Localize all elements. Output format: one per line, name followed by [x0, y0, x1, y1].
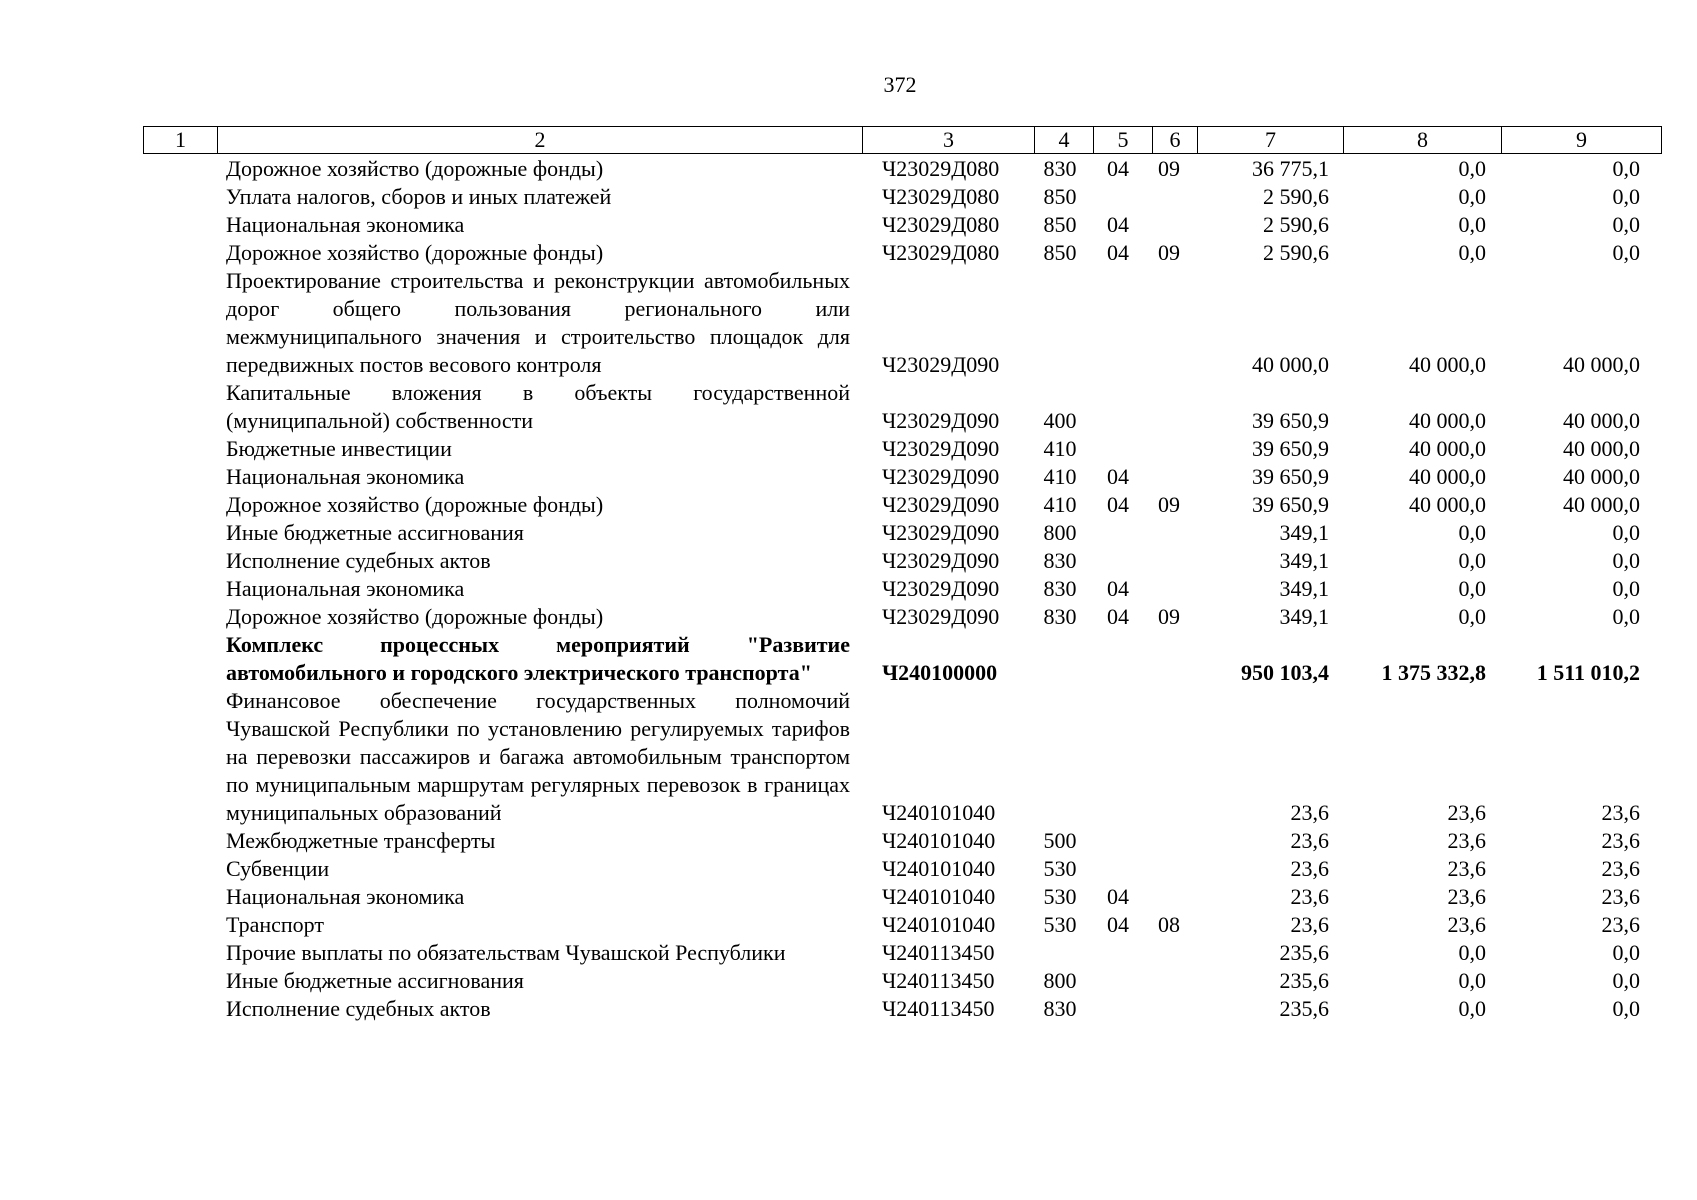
amount-col8-cell: 0,0 [1458, 604, 1486, 629]
amount-col8-cell: 0,0 [1458, 996, 1486, 1021]
item-name-cell: Прочие выплаты по обязательствам Чувашской Республики [226, 940, 786, 965]
amount-col8-cell: 0,0 [1458, 548, 1486, 573]
subsection-cell [1147, 883, 1191, 911]
amount-col9-cell: 0,0 [1612, 548, 1640, 573]
table-row [143, 547, 1652, 575]
amount-col8-cell: 23,6 [1447, 800, 1486, 825]
subsection-cell: 09 [1158, 604, 1180, 629]
expense-type-cell: 410 [1043, 464, 1077, 489]
amount-col7-cell: 2 590,6 [1263, 184, 1329, 209]
section-cell [1089, 939, 1147, 967]
amount-col7-cell: 349,1 [1279, 520, 1329, 545]
target-article-code-cell: Ч240113450 [882, 940, 995, 965]
table-row [143, 603, 1652, 631]
subsection-cell [1147, 827, 1191, 855]
row-number-cell [143, 603, 216, 631]
expense-type-cell: 850 [1043, 184, 1077, 209]
amount-col8-cell: 0,0 [1458, 968, 1486, 993]
row-number-cell [143, 883, 216, 911]
amount-col7-cell: 23,6 [1290, 884, 1329, 909]
amount-col8-cell: 23,6 [1447, 856, 1486, 881]
amount-col9-cell: 40 000,0 [1563, 408, 1640, 433]
row-number-cell [143, 435, 216, 463]
target-article-code-cell: Ч240101040 [882, 912, 996, 937]
amount-col7-cell: 23,6 [1290, 828, 1329, 853]
table-row [143, 239, 1652, 267]
amount-col8-cell: 23,6 [1447, 912, 1486, 937]
amount-col8-cell: 40 000,0 [1409, 352, 1486, 377]
table-row [143, 463, 1652, 491]
section-cell: 04 [1107, 576, 1129, 601]
amount-col7-cell: 349,1 [1279, 604, 1329, 629]
amount-col8-cell: 40 000,0 [1409, 436, 1486, 461]
section-cell: 04 [1107, 492, 1129, 517]
item-name-cell: Межбюджетные трансферты [226, 828, 496, 853]
item-name-cell: Бюджетные инвестиции [226, 436, 452, 461]
subsection-cell [1147, 463, 1191, 491]
column-header: 5 [1094, 127, 1153, 154]
row-number-cell [143, 575, 216, 603]
row-number-cell [143, 491, 216, 519]
amount-col9-cell: 0,0 [1612, 212, 1640, 237]
target-article-code-cell: Ч23029Д090 [882, 464, 1000, 489]
item-name-cell: Финансовое обеспечение государственных полномочий Чувашской Республики по установлению регулируемых тарифов на перевозки пассажиров и багажа автомобильным транспортом по муниципальным маршрутам регулярных перевозок в границах муниципальных образований [226, 688, 850, 825]
subsection-cell [1147, 379, 1191, 435]
amount-col7-cell: 39 650,9 [1252, 464, 1329, 489]
table-row [143, 911, 1652, 939]
amount-col8-cell: 0,0 [1458, 240, 1486, 265]
expense-type-cell [1031, 939, 1089, 967]
amount-col9-cell: 0,0 [1612, 520, 1640, 545]
item-name-cell: Субвенции [226, 856, 330, 881]
amount-col9-cell: 0,0 [1612, 576, 1640, 601]
column-header: 7 [1198, 127, 1344, 154]
subsection-cell [1147, 939, 1191, 967]
subsection-cell: 09 [1158, 156, 1180, 181]
amount-col8-cell: 0,0 [1458, 156, 1486, 181]
amount-col9-cell: 23,6 [1601, 912, 1640, 937]
item-name-cell: Капитальные вложения в объекты государственной (муниципальной) собственности [226, 380, 850, 433]
expense-type-cell: 400 [1043, 408, 1077, 433]
item-name-cell: Исполнение судебных актов [226, 548, 491, 573]
table-row [143, 211, 1652, 239]
target-article-code-cell: Ч23029Д090 [882, 604, 1000, 629]
section-cell [1089, 967, 1147, 995]
amount-col8-cell: 0,0 [1458, 184, 1486, 209]
subsection-cell: 09 [1158, 492, 1180, 517]
amount-col9-cell: 0,0 [1612, 996, 1640, 1021]
row-number-cell [143, 463, 216, 491]
expense-type-cell: 830 [1043, 156, 1077, 181]
amount-col7-cell: 2 590,6 [1263, 240, 1329, 265]
expense-type-cell [1031, 631, 1089, 687]
expense-type-cell: 530 [1043, 884, 1077, 909]
item-name-cell: Дорожное хозяйство (дорожные фонды) [226, 604, 604, 629]
item-name-cell: Транспорт [226, 912, 325, 937]
target-article-code-cell: Ч240101040 [882, 884, 996, 909]
amount-col9-cell: 40 000,0 [1563, 492, 1640, 517]
amount-col8-cell: 1 375 332,8 [1381, 660, 1486, 685]
section-cell: 04 [1107, 912, 1129, 937]
section-cell [1089, 379, 1147, 435]
expense-type-cell: 850 [1043, 212, 1077, 237]
table-row [143, 827, 1652, 855]
row-number-cell [143, 547, 216, 575]
row-number-cell [143, 211, 216, 239]
row-number-cell [143, 967, 216, 995]
target-article-code-cell: Ч240101040 [882, 800, 996, 825]
row-number-cell [143, 687, 216, 827]
target-article-code-cell: Ч240113450 [882, 968, 995, 993]
table-row [143, 687, 1652, 827]
subsection-cell: 09 [1158, 240, 1180, 265]
target-article-code-cell: Ч23029Д090 [882, 408, 1000, 433]
table-row [143, 435, 1652, 463]
table-row [143, 379, 1652, 435]
subsection-cell [1147, 631, 1191, 687]
section-cell: 04 [1107, 464, 1129, 489]
amount-col7-cell: 235,6 [1279, 940, 1329, 965]
row-number-cell [143, 995, 216, 1023]
amount-col9-cell: 0,0 [1612, 940, 1640, 965]
row-number-cell [143, 239, 216, 267]
item-name-cell: Дорожное хозяйство (дорожные фонды) [226, 492, 604, 517]
row-number-cell [143, 183, 216, 211]
amount-col7-cell: 39 650,9 [1252, 408, 1329, 433]
section-cell [1089, 855, 1147, 883]
subsection-cell [1147, 547, 1191, 575]
section-cell: 04 [1107, 240, 1129, 265]
table-row [143, 995, 1652, 1023]
amount-col7-cell: 36 775,1 [1252, 156, 1329, 181]
amount-col7-cell: 39 650,9 [1252, 436, 1329, 461]
table-row [143, 631, 1652, 687]
amount-col9-cell: 40 000,0 [1563, 464, 1640, 489]
table-row [143, 939, 1652, 967]
amount-col9-cell: 23,6 [1601, 828, 1640, 853]
column-header-row [144, 127, 1662, 154]
amount-col7-cell: 349,1 [1279, 576, 1329, 601]
target-article-code-cell: Ч23029Д080 [882, 240, 1000, 265]
amount-col9-cell: 1 511 010,2 [1536, 660, 1640, 685]
subsection-cell [1147, 211, 1191, 239]
budget-table-body [143, 155, 1652, 1023]
section-cell [1089, 267, 1147, 379]
section-cell [1089, 827, 1147, 855]
item-name-cell: Иные бюджетные ассигнования [226, 520, 524, 545]
item-name-cell: Проектирование строительства и реконструкции автомобильных дорог общего пользования регионального или межмуниципального значения и строительство площадок для передвижных постов весового контроля [226, 268, 850, 377]
expense-type-cell: 500 [1043, 828, 1077, 853]
section-cell [1089, 995, 1147, 1023]
amount-col9-cell: 0,0 [1612, 156, 1640, 181]
subsection-cell [1147, 967, 1191, 995]
expense-type-cell: 830 [1043, 604, 1077, 629]
section-cell [1089, 519, 1147, 547]
expense-type-cell [1031, 267, 1089, 379]
table-row [143, 883, 1652, 911]
expense-type-cell: 830 [1043, 996, 1077, 1021]
amount-col7-cell: 39 650,9 [1252, 492, 1329, 517]
item-name-cell: Комплекс процессных мероприятий "Развитие автомобильного и городского электрического транспорта" [226, 632, 850, 685]
target-article-code-cell: Ч240113450 [882, 996, 995, 1021]
row-number-cell [143, 827, 216, 855]
target-article-code-cell: Ч23029Д080 [882, 184, 1000, 209]
amount-col9-cell: 0,0 [1612, 240, 1640, 265]
amount-col8-cell: 23,6 [1447, 884, 1486, 909]
amount-col9-cell: 0,0 [1612, 968, 1640, 993]
section-cell [1089, 687, 1147, 827]
amount-col9-cell: 40 000,0 [1563, 352, 1640, 377]
amount-col7-cell: 349,1 [1279, 548, 1329, 573]
amount-col7-cell: 23,6 [1290, 856, 1329, 881]
amount-col8-cell: 23,6 [1447, 828, 1486, 853]
target-article-code-cell: Ч23029Д090 [882, 548, 1000, 573]
expense-type-cell: 850 [1043, 240, 1077, 265]
column-header: 2 [218, 127, 863, 154]
section-cell: 04 [1107, 212, 1129, 237]
section-cell [1089, 547, 1147, 575]
row-number-cell [143, 155, 216, 183]
budget-table [143, 155, 1652, 1023]
amount-col7-cell: 23,6 [1290, 912, 1329, 937]
target-article-code-cell: Ч240101040 [882, 856, 996, 881]
section-cell: 04 [1107, 884, 1129, 909]
amount-col8-cell: 40 000,0 [1409, 464, 1486, 489]
expense-type-cell: 530 [1043, 856, 1077, 881]
expense-type-cell: 800 [1043, 520, 1077, 545]
amount-col7-cell: 40 000,0 [1252, 352, 1329, 377]
amount-col8-cell: 0,0 [1458, 520, 1486, 545]
column-header: 9 [1502, 127, 1662, 154]
column-header-table [143, 126, 1662, 154]
table-row [143, 519, 1652, 547]
item-name-cell: Национальная экономика [226, 884, 465, 909]
amount-col7-cell: 235,6 [1279, 968, 1329, 993]
amount-col9-cell: 0,0 [1612, 184, 1640, 209]
target-article-code-cell: Ч23029Д090 [882, 352, 1000, 377]
amount-col9-cell: 23,6 [1601, 884, 1640, 909]
column-header: 4 [1035, 127, 1094, 154]
item-name-cell: Иные бюджетные ассигнования [226, 968, 524, 993]
subsection-cell [1147, 435, 1191, 463]
item-name-cell: Национальная экономика [226, 576, 465, 601]
table-row [143, 855, 1652, 883]
amount-col8-cell: 40 000,0 [1409, 408, 1486, 433]
amount-col9-cell: 0,0 [1612, 604, 1640, 629]
row-number-cell [143, 519, 216, 547]
table-row [143, 155, 1652, 183]
section-cell: 04 [1107, 604, 1129, 629]
amount-col9-cell: 40 000,0 [1563, 436, 1640, 461]
table-row [143, 267, 1652, 379]
subsection-cell [1147, 995, 1191, 1023]
amount-col7-cell: 950 103,4 [1241, 660, 1329, 685]
subsection-cell: 08 [1158, 912, 1180, 937]
target-article-code-cell: Ч23029Д090 [882, 576, 1000, 601]
expense-type-cell: 830 [1043, 576, 1077, 601]
amount-col9-cell: 23,6 [1601, 800, 1640, 825]
item-name-cell: Дорожное хозяйство (дорожные фонды) [226, 240, 604, 265]
table-row [143, 967, 1652, 995]
item-name-cell: Уплата налогов, сборов и иных платежей [226, 184, 612, 209]
item-name-cell: Дорожное хозяйство (дорожные фонды) [226, 156, 604, 181]
target-article-code-cell: Ч23029Д090 [882, 492, 1000, 517]
row-number-cell [143, 631, 216, 687]
page-number: 372 [883, 72, 917, 97]
row-number-cell [143, 379, 216, 435]
subsection-cell [1147, 575, 1191, 603]
target-article-code-cell: Ч23029Д090 [882, 520, 1000, 545]
target-article-code-cell: Ч23029Д080 [882, 212, 1000, 237]
column-header: 8 [1344, 127, 1502, 154]
amount-col7-cell: 2 590,6 [1263, 212, 1329, 237]
amount-col8-cell: 0,0 [1458, 940, 1486, 965]
amount-col9-cell: 23,6 [1601, 856, 1640, 881]
amount-col8-cell: 0,0 [1458, 576, 1486, 601]
subsection-cell [1147, 267, 1191, 379]
row-number-cell [143, 911, 216, 939]
subsection-cell [1147, 687, 1191, 827]
expense-type-cell: 530 [1043, 912, 1077, 937]
amount-col8-cell: 40 000,0 [1409, 492, 1486, 517]
item-name-cell: Национальная экономика [226, 212, 465, 237]
target-article-code-cell: Ч240101040 [882, 828, 996, 853]
row-number-cell [143, 267, 216, 379]
row-number-cell [143, 855, 216, 883]
column-header: 3 [863, 127, 1035, 154]
subsection-cell [1147, 183, 1191, 211]
expense-type-cell [1031, 687, 1089, 827]
row-number-cell [143, 939, 216, 967]
section-cell [1089, 183, 1147, 211]
column-header: 6 [1153, 127, 1198, 154]
target-article-code-cell: Ч23029Д090 [882, 436, 1000, 461]
subsection-cell [1147, 519, 1191, 547]
target-article-code-cell: Ч240100000 [882, 660, 998, 685]
section-cell [1089, 435, 1147, 463]
item-name-cell: Исполнение судебных актов [226, 996, 491, 1021]
table-row [143, 491, 1652, 519]
target-article-code-cell: Ч23029Д080 [882, 156, 1000, 181]
section-cell [1089, 631, 1147, 687]
item-name-cell: Национальная экономика [226, 464, 465, 489]
amount-col7-cell: 23,6 [1290, 800, 1329, 825]
expense-type-cell: 800 [1043, 968, 1077, 993]
expense-type-cell: 830 [1043, 548, 1077, 573]
amount-col7-cell: 235,6 [1279, 996, 1329, 1021]
table-row [143, 183, 1652, 211]
table-row [143, 575, 1652, 603]
expense-type-cell: 410 [1043, 492, 1077, 517]
amount-col8-cell: 0,0 [1458, 212, 1486, 237]
column-header: 1 [144, 127, 218, 154]
section-cell: 04 [1107, 156, 1129, 181]
expense-type-cell: 410 [1043, 436, 1077, 461]
subsection-cell [1147, 855, 1191, 883]
